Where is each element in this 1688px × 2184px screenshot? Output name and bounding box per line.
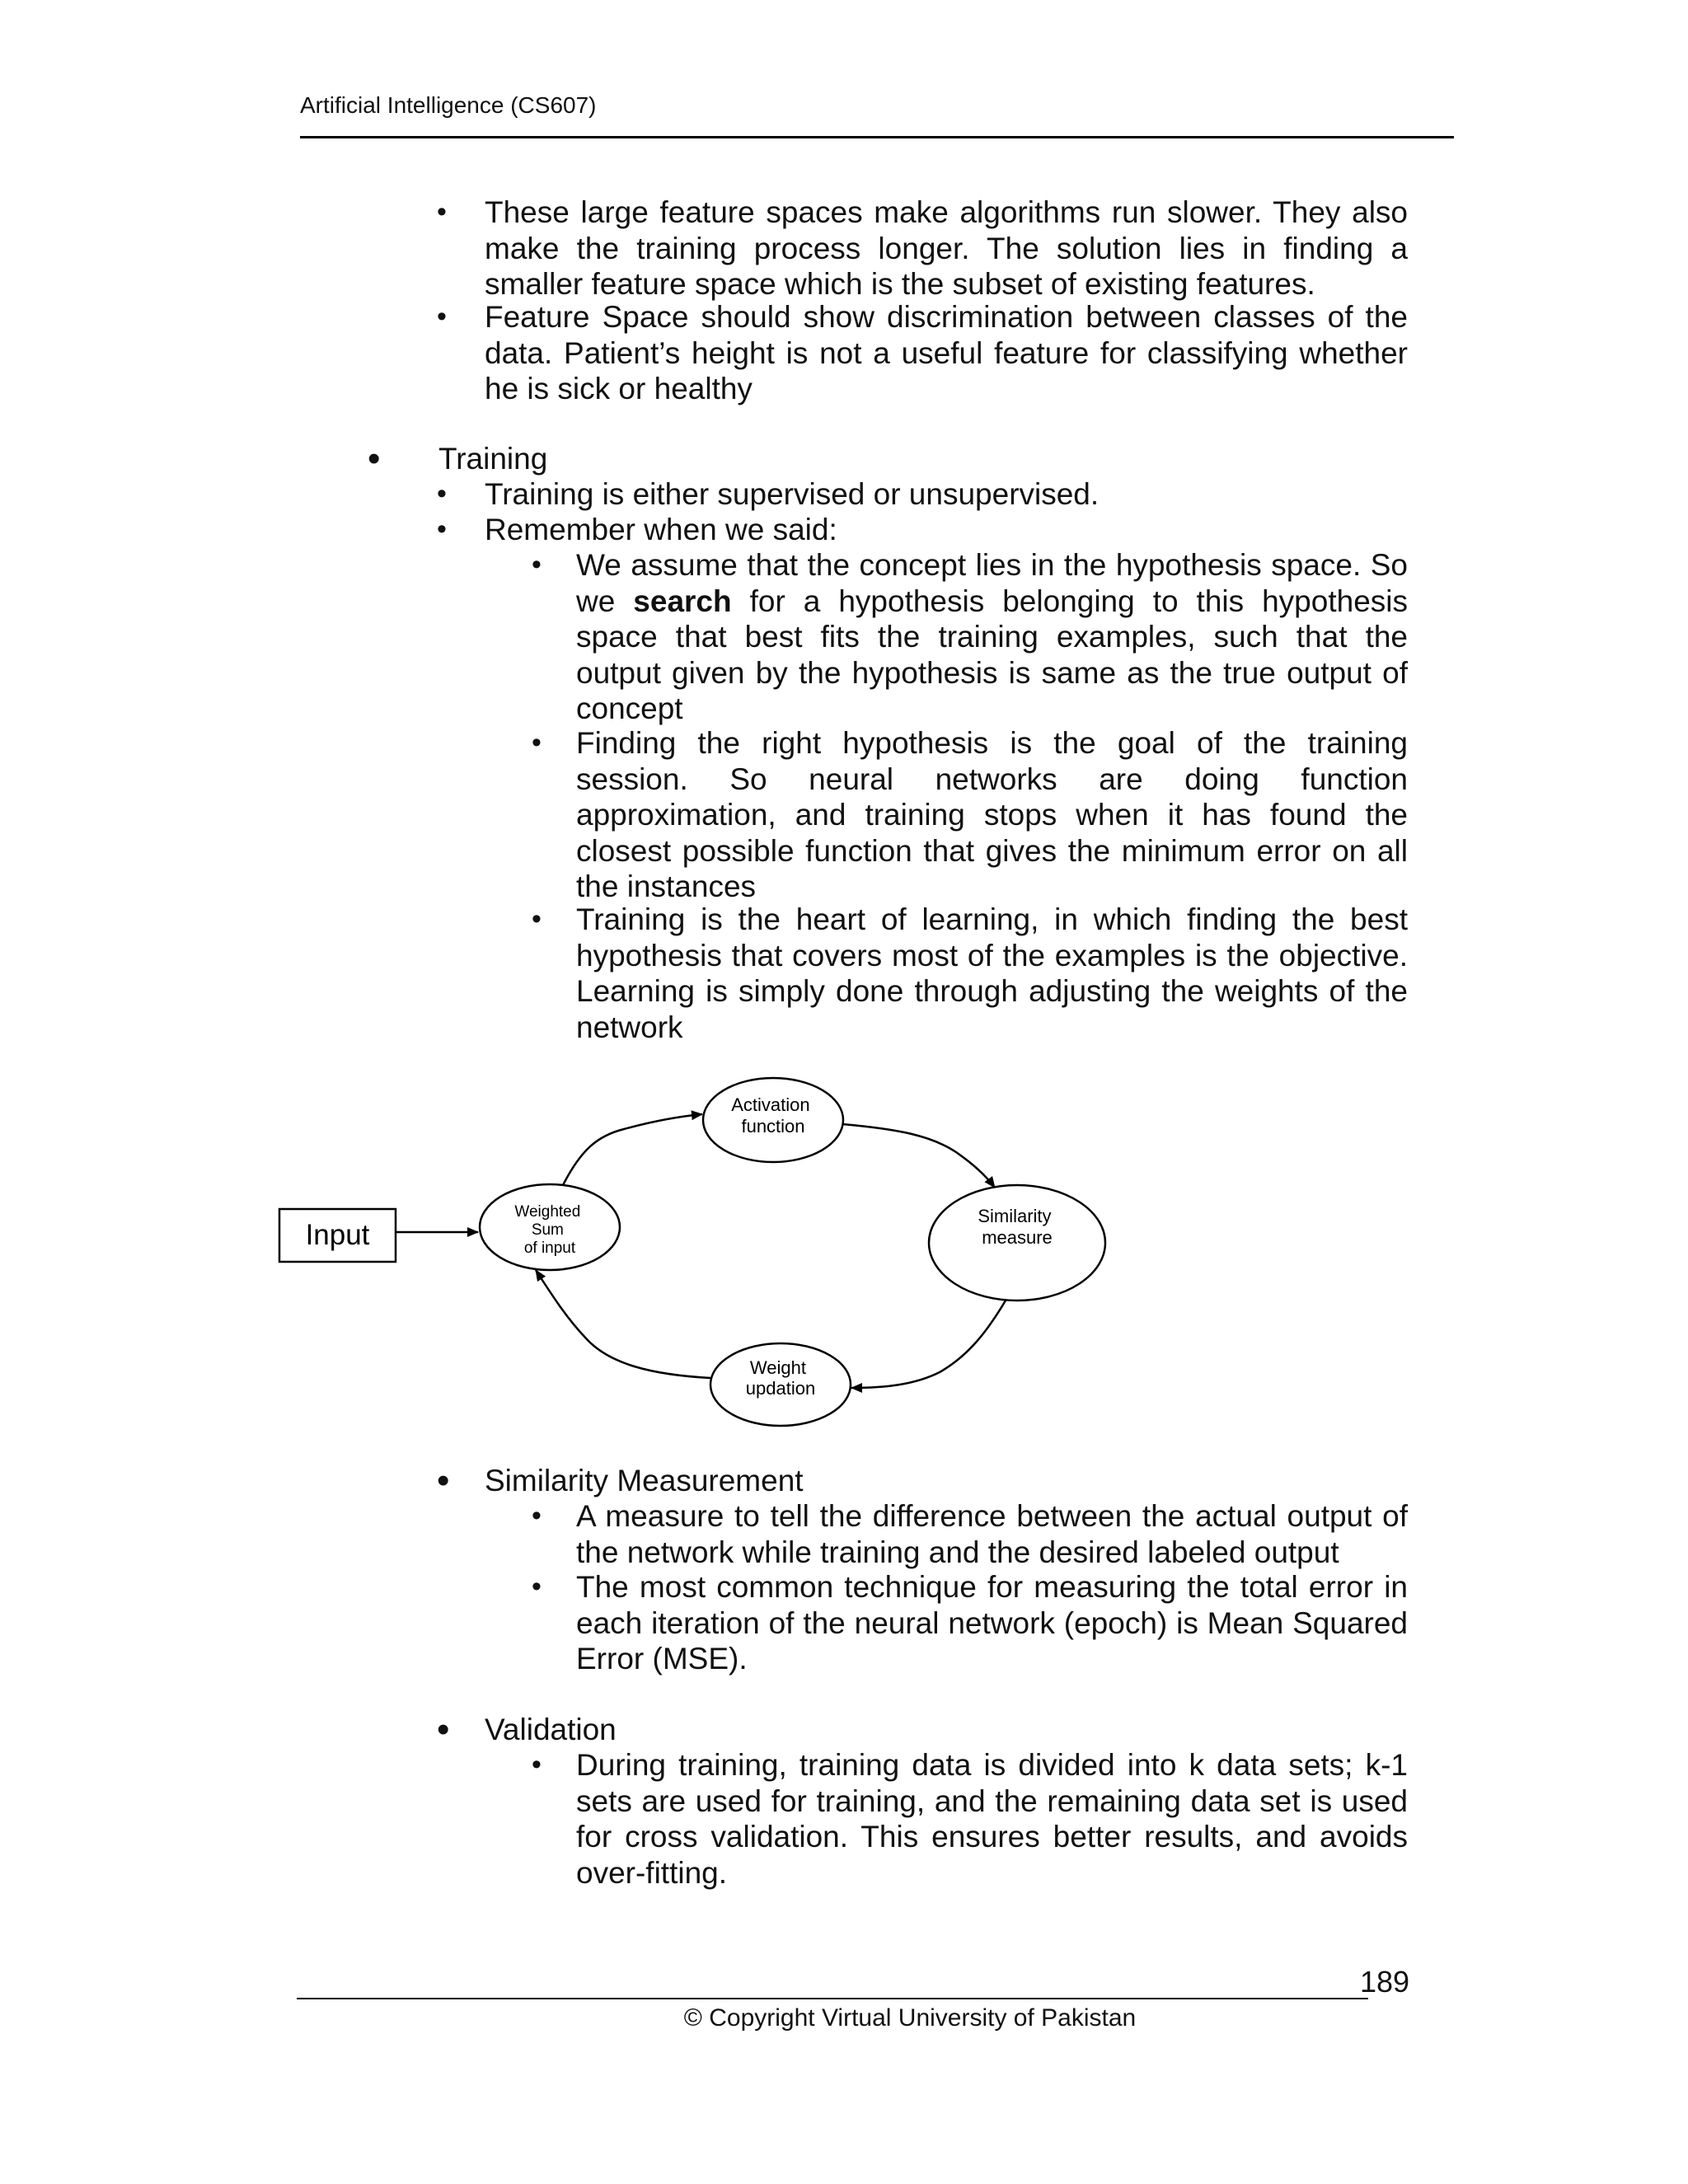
weight-updation-line-2: updation <box>745 1378 816 1399</box>
training-heading: Training <box>438 442 548 476</box>
remember-bullet-2: Finding the right hypothesis is the goal of the training session. So neural networks are doing function approximation, and training stops when it has found the closest possible function that gives the minimum error on all the instances <box>576 726 1408 903</box>
weighted-sum-line-2: Sum <box>531 1221 564 1239</box>
bullet-marker: • <box>437 1460 450 1501</box>
footer-rule <box>297 1998 1368 1999</box>
similarity-bullet-2: The most common technique for measuring the total error in each iteration of the neural network (epoch) is Mean Squared Error (MSE). <box>576 1570 1408 1675</box>
similarity-measure-label <box>978 1206 1056 1248</box>
bullet-marker: • <box>437 478 447 509</box>
bullet-marker: • <box>532 727 542 758</box>
training-sub-1: Training is either supervised or unsupervised. <box>485 477 1100 511</box>
bullet-marker: • <box>437 1709 450 1750</box>
feature-space-bullet-1: These large feature spaces make algorithms run slower. They also make the training process longer. The solution lies in finding a smaller feature space which is the subset of existing features. <box>485 195 1408 301</box>
bullet-marker: • <box>532 549 542 580</box>
weight-updation-label <box>746 1357 815 1399</box>
bullet-marker: • <box>532 1749 542 1780</box>
similarity-heading: Similarity Measurement <box>485 1464 804 1497</box>
weighted-sum-line-3: of input <box>523 1240 576 1257</box>
page-header: Artificial Intelligence (CS607) <box>300 92 597 118</box>
validation-heading: Validation <box>485 1713 617 1746</box>
bullet-marker: • <box>437 301 447 332</box>
remember-bullet-3: Training is the heart of learning, in which finding the best hypothesis that covers most of the examples is the objective. Learning is simply done through adjusting the weights of the network <box>576 902 1408 1044</box>
similarity-line-2: measure <box>982 1227 1053 1248</box>
arrow-activation-to-similarity <box>842 1124 995 1188</box>
bullet-marker: • <box>437 513 447 545</box>
page-number: 189 <box>1360 1965 1410 1999</box>
arrow-weighted-sum-to-activation <box>563 1114 702 1185</box>
input-label: Input <box>305 1219 370 1251</box>
remember-1-text-before: We assume that the concept lies in the hypothesis space. So we <box>576 548 1408 618</box>
weighted-sum-line-1: Weighted <box>514 1203 581 1221</box>
remember-1-bold-search: search <box>633 583 732 618</box>
copyright-notice: © Copyright Virtual University of Pakistan <box>683 2004 1137 2032</box>
validation-bullet-1: During training, training data is divided into k data sets; k-1 sets are used for training, and the remaining data set is used for cross validation. This ensures better results, and avoids over-fitting. <box>576 1748 1408 1890</box>
weight-updation-line-1: Weight <box>749 1357 806 1378</box>
remember-1-text-after: for a hypothesis belonging to this hypothesis space that best fits the training examples, such that the output given by the hypothesis is same as the true output of concept <box>576 583 1408 725</box>
activation-function-label <box>731 1094 815 1137</box>
bullet-marker: • <box>437 196 447 227</box>
similarity-bullet-1: A measure to tell the difference between the actual output of the network while training and the desired labeled output <box>576 1499 1408 1569</box>
bullet-marker: • <box>532 903 542 935</box>
arrow-weight-updation-to-weighted-sum <box>536 1270 710 1378</box>
arrow-similarity-to-weight-updation <box>851 1301 1006 1388</box>
activation-line-1: Activation <box>731 1094 810 1115</box>
bullet-marker: • <box>532 1500 542 1531</box>
bullet-marker: • <box>368 438 381 479</box>
training-sub-2: Remember when we said: <box>485 513 837 546</box>
activation-line-2: function <box>741 1116 805 1137</box>
bullet-marker: • <box>532 1571 542 1602</box>
similarity-line-1: Similarity <box>978 1206 1052 1226</box>
feature-space-bullet-2: Feature Space should show discrimination between classes of the data. Patient’s height is not a useful feature for classifying whether he is sick or healthy <box>485 300 1408 405</box>
